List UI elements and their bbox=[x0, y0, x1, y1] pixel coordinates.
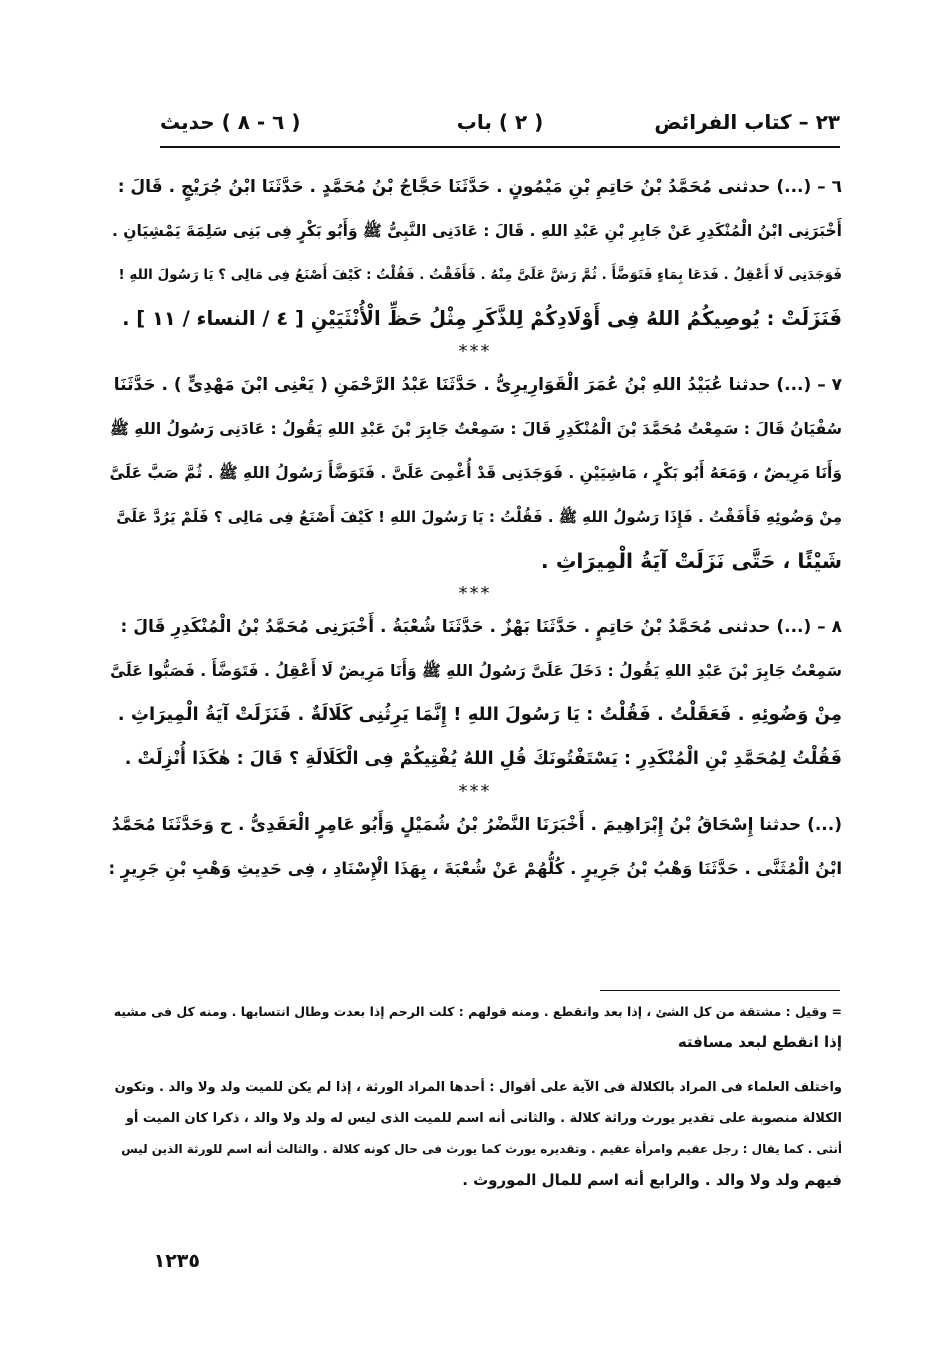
footnotes bbox=[108, 996, 842, 1196]
footnote-divider bbox=[600, 990, 840, 991]
page-header bbox=[160, 104, 840, 148]
hadith-range: ( ٦ - ٨ ) حديث bbox=[160, 110, 301, 134]
section-separator: *** bbox=[458, 341, 492, 362]
text-line: أَخْبَرَنِى ابْنُ الْمُنْكَدِرِ عَنْ جَابِرِ بْنِ عَبْدِ اللهِ . قَالَ : عَادَنِى النَّبِىُّ ﷺ وَأَبُو بَكْرٍ فِى بَنِى سَلِمَةَ يَمْشِيَانِ . bbox=[112, 222, 842, 240]
text-line: فَنَزَلَتْ : يُوصِيكُمُ اللهُ فِى أَوْلَادِكُمْ لِلذَّكَرِ مِثْلُ حَظِّ الْأُنْثَيَيْنِ [ ٤ / النساء / ١١ ] . bbox=[122, 307, 842, 330]
section-separator: *** bbox=[458, 781, 492, 802]
page-number: ١٢٣٥ bbox=[153, 1250, 200, 1272]
hadith-text-body bbox=[108, 165, 842, 891]
text-line: مِنْ وَضُوئِهِ . فَعَقَلْتُ . فَقُلْتُ : يَا رَسُولَ اللهِ ! إِنَّمَا يَرِثُنِى كَلَالَةٌ . فَنَزَلَتْ آيَةُ الْمِيرَاثِ . bbox=[117, 704, 842, 725]
text-line: ابْنُ الْمُثَنَّى . حَدَّثَنَا وَهْبُ بْنُ جَرِيرٍ . كُلُّهُمْ عَنْ شُعْبَةَ ، بِهَذَا الْإِسْنَادِ ، فِى حَدِيثِ وَهْبِ بْنِ جَرِيرٍ : bbox=[108, 859, 842, 878]
text-line: شَيْئًا ، حَتَّى نَزَلَتْ آيَةُ الْمِيرَاثِ . bbox=[540, 549, 842, 573]
text-line: ٧ – (...) حدثنا عُبَيْدُ اللهِ بْنُ عُمَرَ الْقَوَارِيرِىُّ . حَدَّثَنَا عَبْدُ الرَّحْمَنِ ( يَعْنِى ابْنَ مَهْدِىٍّ ) . حَدَّثَنَا bbox=[113, 375, 842, 395]
hadith-8 bbox=[108, 605, 842, 781]
book-section-title: ٢٣ – كتاب الفرائض bbox=[654, 110, 840, 134]
text-line: ٦ – (...) حدثنى مُحَمَّدُ بْنُ حَاتِمِ بْنِ مَيْمُونٍ . حَدَّثَنَا حَجَّاجُ بْنُ مُحَمَّدٍ . حَدَّثَنَا ابْنُ جُرَيْجٍ . قَالَ : bbox=[117, 177, 842, 197]
text-line: ٨ – (...) حدثنى مُحَمَّدُ بْنُ حَاتِمٍ . حَدَّثَنَا بَهْزٌ . حَدَّثَنَا شُعْبَةُ . أَخْبَرَنِى مُحَمَّدُ بْنُ الْمُنْكَدِرِ قَالَ : bbox=[120, 617, 842, 637]
text-line: فَقُلْتُ لِمُحَمَّدِ بْنِ الْمُنْكَدِرِ : يَسْتَفْتُونَكَ قُلِ اللهُ يُفْتِيكُمْ فِى الْكَلَالَةِ ؟ قَالَ : هٰكَذَا أُنْزِلَتْ . bbox=[124, 749, 842, 769]
text-line: فَوَجَدَنِى لَا أَعْقِلُ . فَدَعَا بِمَاءٍ فَتَوَضَّأَ . ثُمَّ رَشَّ عَلَىَّ مِنْهُ . فَأَفَقْتُ . فَقُلْتُ : كَيْفَ أَصْنَعُ فِى مَالِى ؟ يَا رَسُولَ اللهِ ! bbox=[118, 267, 842, 283]
footnote-line: أنثى . كما يقال : رجل عقيم وامرأة عقيم . وتقديره يورث كما يورث فى حال كونه كلالة . والثالث أنه اسم للورثة الذين ليس bbox=[121, 1142, 842, 1156]
hadith-7 bbox=[108, 363, 842, 583]
footnote-line: الكلالة منصوبة على تقدير يورث وراثة كلالة . والثانى أنه اسم للميت الذى ليس له ولد ولا والد ، ذكرا كان الميت أو bbox=[125, 1111, 842, 1126]
footnote-line: = وقيل : مشتقة من كل الشئ ، إذا بعد وانقطع . ومنه قولهم : كلت الرحم إذا بعدت وطال انتسابها . ومنه كل فى مشيه bbox=[113, 1004, 842, 1019]
section-separator: *** bbox=[458, 583, 492, 604]
hadith-6 bbox=[108, 165, 842, 341]
text-line: سَمِعْتُ جَابِرَ بْنَ عَبْدِ اللهِ يَقُولُ : دَخَلَ عَلَىَّ رَسُولُ اللهِ ﷺ وَأَنَا مَرِيضٌ لَا أَعْقِلُ . فَتَوَضَّأَ . فَصَبُّوا عَلَىَّ bbox=[110, 662, 842, 680]
text-line: سُفْيَانُ قَالَ : سَمِعْتُ مُحَمَّدَ بْنَ الْمُنْكَدِرِ قَالَ : سَمِعْتُ جَابِرَ بْنَ عَبْدِ اللهِ يَقُولُ : عَادَنِى رَسُولُ اللهِ ﷺ bbox=[110, 420, 842, 438]
chapter-label: ( ٢ ) باب bbox=[456, 110, 544, 134]
text-line: مِنْ وَضُوئِهِ فَأَفَقْتُ . فَإِذَا رَسُولُ اللهِ ﷺ . فَقُلْتُ : يَا رَسُولَ اللهِ ! كَيْفَ أَصْنَعُ فِى مَالِى ؟ فَلَمْ يَرُدَّ عَلَىَّ bbox=[116, 508, 842, 526]
text-line: (...) حدثنا إِسْحَاقُ بْنُ إِبْرَاهِيمَ . أَخْبَرَنَا النَّضْرُ بْنُ شُمَيْلٍ وَأَبُو عَامِرٍ الْعَقَدِىُّ . ح وَحَدَّثَنَا مُحَمَّدُ bbox=[111, 815, 842, 835]
footnote-line: إذا انقطع لبعد مسافته bbox=[677, 1033, 842, 1051]
hadith-8-chain bbox=[108, 803, 842, 891]
footnote-line: فيهم ولد ولا والد . والرابع أنه اسم للمال الموروث . bbox=[462, 1171, 842, 1189]
text-line: وَأَنَا مَرِيضٌ ، وَمَعَهُ أَبُو بَكْرٍ ، مَاشِيَيْنِ . فَوَجَدَنِى قَدْ أُغْمِىَ عَلَىَّ . فَتَوَضَّأَ رَسُولُ اللهِ ﷺ . ثُمَّ صَبَّ عَلَىَّ bbox=[109, 464, 842, 482]
footnote-line: واختلف العلماء فى المراد بالكلالة فى الآية على أقوال : أحدها المراد الورثة ، إذا لم يكن للميت ولد ولا والد . وتكون bbox=[114, 1080, 842, 1095]
